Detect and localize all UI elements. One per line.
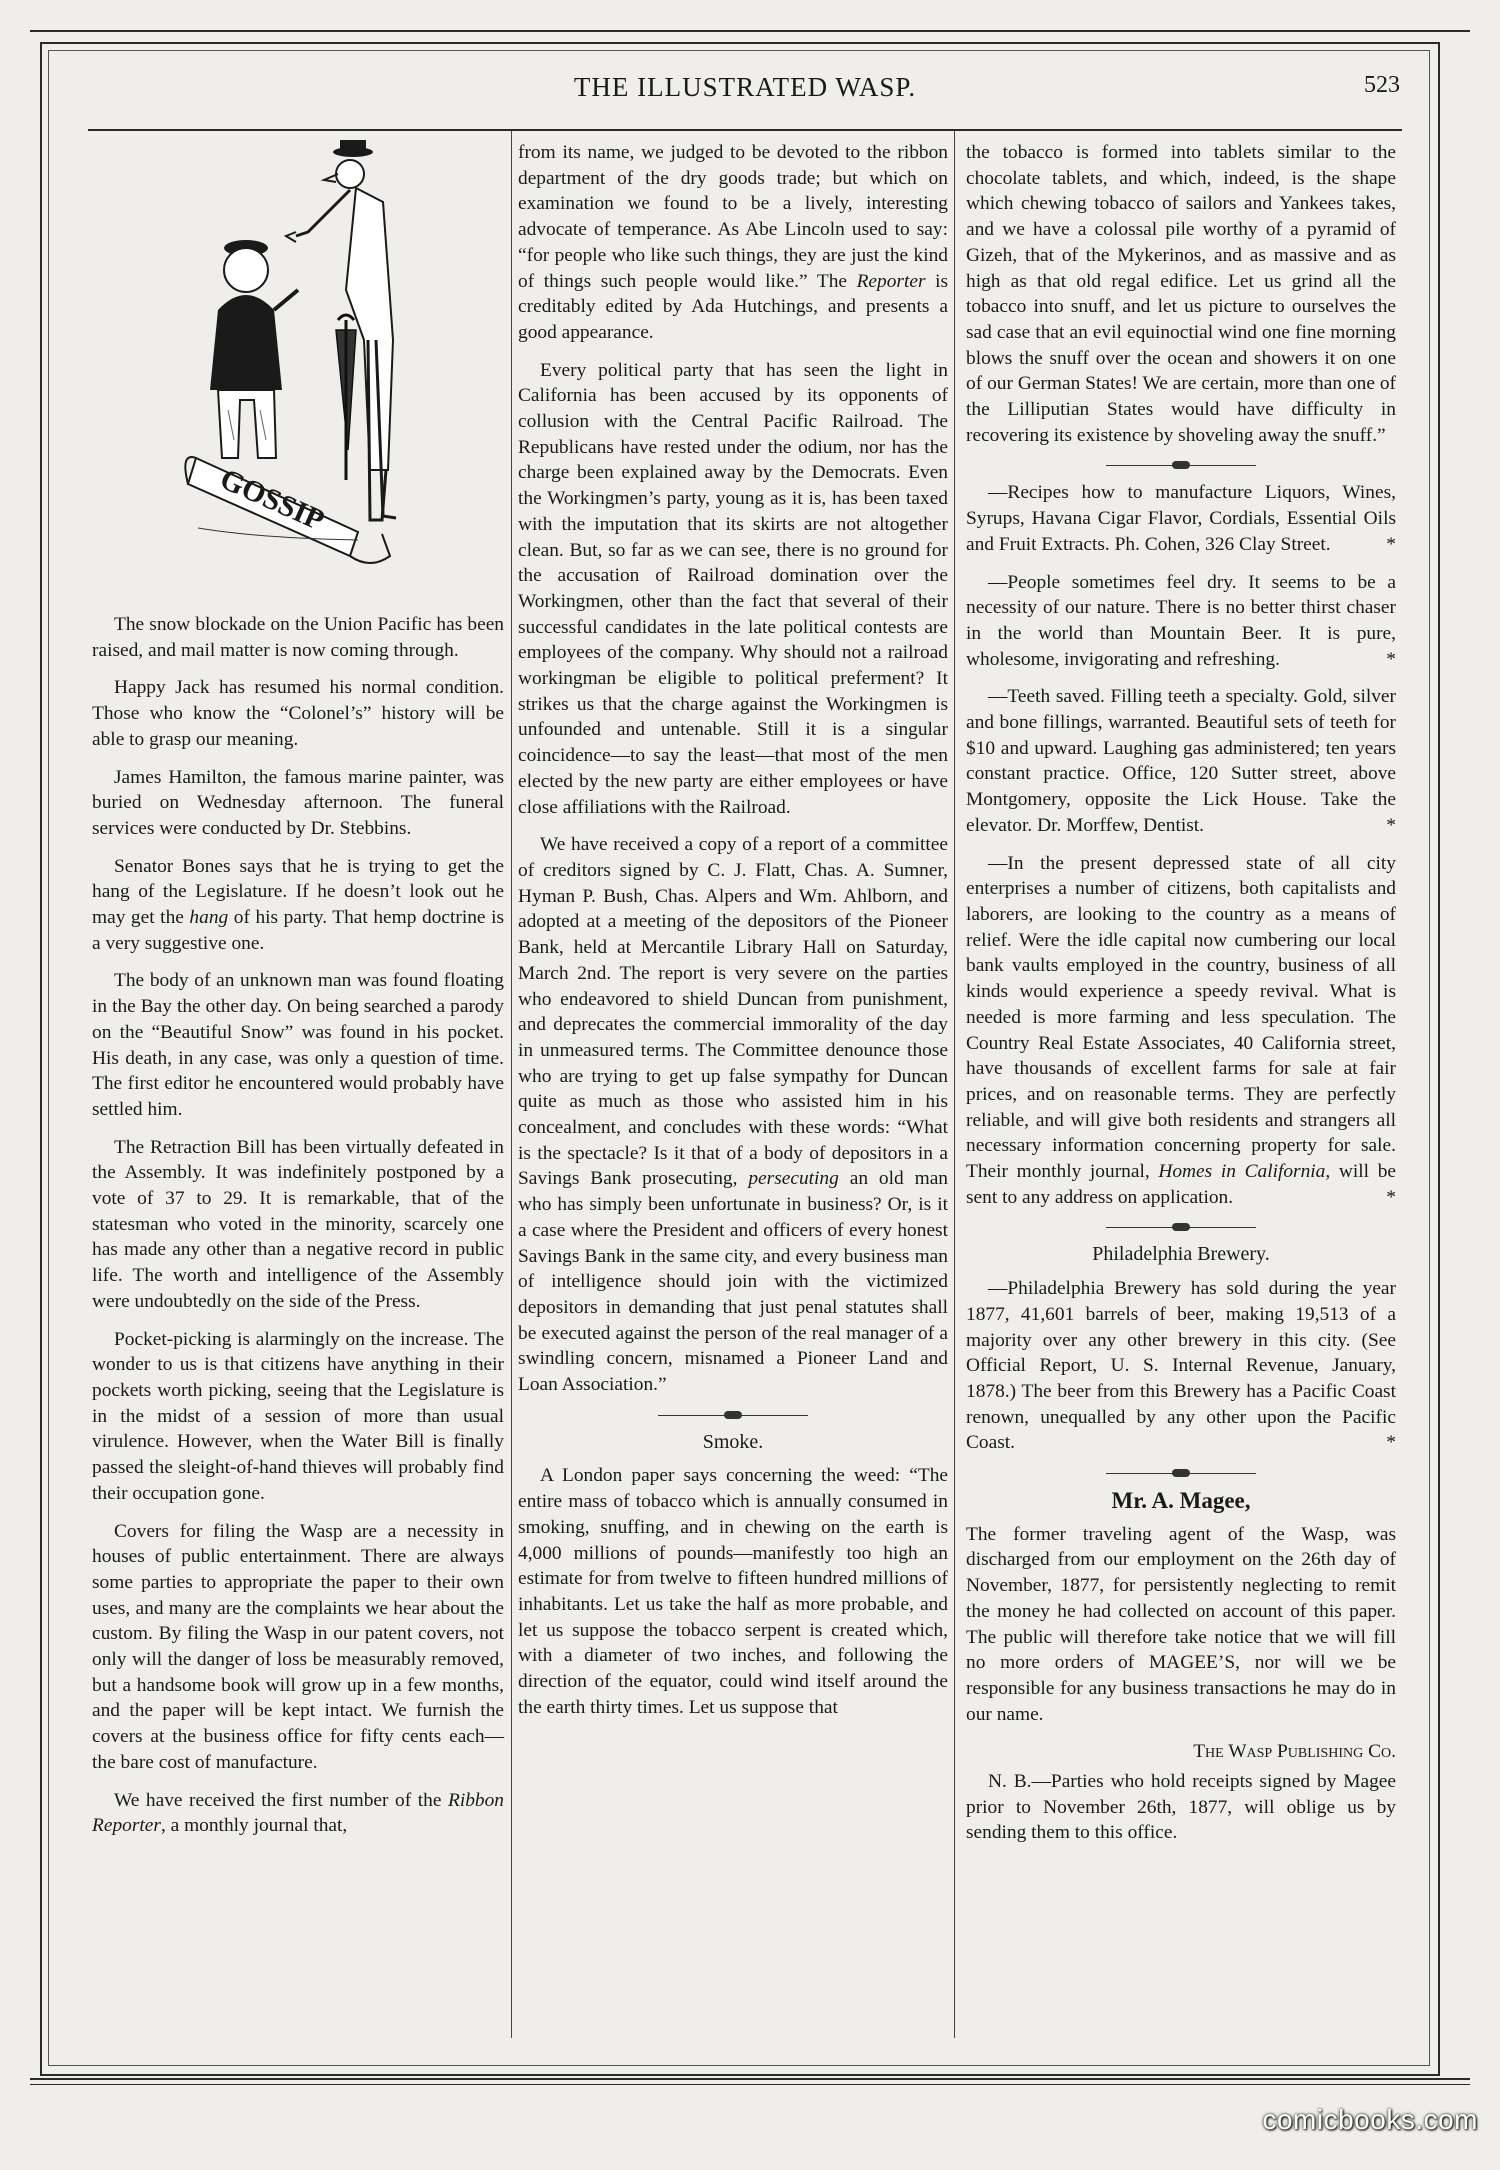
- col3-magee-notice: The former traveling agent of the Wasp, was discharged from our employment on the 26th day of November, 1877, for persistently neglecting to remit the money he had collected on account of this paper. The public will therefore take notice that we will fill no more orders of MAGEE’S, nor will we be responsible for any business transactions he may do in our name.: [966, 1523, 1396, 1725]
- col1-para-4-italic: hang: [189, 907, 229, 929]
- col1-para-3: James Hamilton, the famous marine painter, was buried on Wednesday afternoon. The funeral services were conducted by Dr. Stebbins.: [92, 766, 504, 839]
- col1-para-9-italic: Ribbon Reporter: [92, 1789, 504, 1837]
- ad-star: *: [1386, 648, 1396, 670]
- col1-para-7: Pocket-picking is alarmingly on the increase. The wonder to us is that citizens have anything in their pockets worth picking, seeing that the Legislature is in the midst of a session of more than usual virulence. However, when the Water Bill is finally passed the sleight-of-hand thieves will probably find their occupation gone.: [92, 1328, 504, 1504]
- col3-para-1: the tobacco is formed into tablets similar to the chocolate tablets, and which, indeed, is the shape which chewing tobacco of sailors and Yankees takes, and we have a colossal pile worthy of a pyramid of Gizeh, that of the Mykerinos, and as massive and as high as that old regal edifice. Let us grind all the tobacco into snuff, and let us picture to ourselves the sad case that an evil equinoctial wind one fine morning blows the snuff over the ocean and showers it on one of our German States! We are certain, more than one of the Lilliputian States would have difficulty in recovering its existence by shoveling away the snuff.”: [966, 142, 1396, 446]
- section-divider-ornament: [1106, 1468, 1256, 1478]
- column-separator-1: [511, 131, 512, 2038]
- section-divider-ornament: [1106, 1222, 1256, 1232]
- gossip-banner-label: GOSSIP: [215, 462, 330, 538]
- col3-ad-real-estate-a: —In the present depressed state of all city enterprises a number of citizens, both capitalists and laborers, are looking to the country as a means of relief. Were the idle capital now cumbering our local bank vaults employed in the country, business of all kinds would experience a speedy revival. What is needed is more farming and less speculation. The Country Real Estate Associates, 40 California street, have thousands of excellent farms for sale at fair prices, and on reasonable terms. They are perfectly reliable, and will give both residents and strangers all necessary information concerning property for sale. Their monthly journal,: [966, 852, 1396, 1183]
- col1-para-2: Happy Jack has resumed his normal condition. Those who know the “Colonel’s” history will be able to grasp our meaning.: [92, 677, 504, 750]
- smoke-heading: Smoke.: [702, 1430, 764, 1453]
- col2-para-2: Every political party that has seen the light in California has been accused by its opponents of collusion with the Central Pacific Railroad. The Republicans have rested under the odium, nor has the charge been explained away by the Democrats. Even the Workingmen’s party, young as it is, has been taxed with the imputation that its skirts are not altogether clean. But, so far as we can see, there is no ground for the accusation of Railroad domination over the Workingmen, other than the fact that several of their successful candidates in the late political contests are employees of the company. Why should not a railroad workingman be eligible to political preferment? It strikes us that the charge against the Workingmen is unfounded and untenable. Still it is a singular coincidence—to say the least—that most of the men elected by the new party are either employees or have close affiliations with the Railroad.: [518, 359, 948, 818]
- col1-para-8: Covers for filing the Wasp are a necessity in houses of public entertainment. There are always some parties to appropriate the paper to their own uses, and many are the complaints we hear about the custom. By filing the Wasp in our patent covers, not only will the danger of loss be measurably removed, but a handsome book will grow up in a few months, and the paper will be kept intact. We furnish the covers at the business office for fifty cents each—the bare cost of manufacture.: [92, 1520, 504, 1773]
- col2-para-1a: from its name, we judged to be devoted to the ribbon department of the dry goods trade; but which on examination we found to be a lively, interesting advocate of temperance. As Abe Lincoln used to say: “for people who like such things, they are just the kind of things such people would like.” The: [518, 142, 948, 292]
- col1-para-5: The body of an unknown man was found floating in the Bay the other day. On being searched a parody on the “Beautiful Snow” was found in his pocket. His death, in any case, was only a question of time. The first editor he encountered would probably have settled him.: [92, 970, 504, 1120]
- col1-para-9: [92, 1788, 504, 1839]
- bottom-border-rule: [30, 2078, 1470, 2080]
- magee-heading: Mr. A. Magee,: [1111, 1488, 1251, 1514]
- col1-para-6: The Retraction Bill has been virtually defeated in the Assembly. It was indefinitely postponed by a vote of 37 to 29. It is remarkable, that of the statesman who voted in the minority, scarcely one has made any other than a negative record in public life. The worth and intelligence of the Assembly were undoubtedly on the side of the Press.: [92, 1136, 504, 1312]
- col3-ad-mountain-beer-text: —People sometimes feel dry. It seems to be a necessity of our nature. There is no better thirst chaser in the world than Mountain Beer. It is pure, wholesome, invigorating and refreshing.: [966, 571, 1396, 670]
- top-border-rule: [30, 30, 1470, 32]
- col3-nb-note: N. B.—Parties who hold receipts signed by Magee prior to November 26th, 1877, will oblige us by sending them to this office.: [966, 1771, 1396, 1844]
- column-1: [92, 140, 504, 1851]
- ad-star: *: [1386, 533, 1396, 555]
- brewery-heading: Philadelphia Brewery.: [1092, 1243, 1270, 1266]
- ad-star: *: [1386, 814, 1396, 836]
- watermark-text: comicbooks.com: [1262, 2104, 1478, 2135]
- section-divider-ornament: [658, 1410, 808, 1420]
- column-separator-2: [954, 131, 955, 2038]
- col3-ad-liquors: [966, 480, 1396, 557]
- column-2: [518, 140, 948, 1732]
- col2-para-3-italic: persecuting: [748, 1168, 839, 1190]
- magazine-title: THE ILLUSTRATED WASP.: [573, 72, 917, 102]
- col2-para-3c: an old man who has simply been unfortunate in business? Or, is it a case where the President and officers of every honest Savings Bank in the same city, and every business man of intelligence should join with the victimized depositors in demanding that just penal statutes shall be executed against the person of the real manager of a swindling concern, misnamed a Pioneer Land and Loan Association.”: [518, 1168, 948, 1396]
- col2-para-3a: We have received a copy of a report of a committee of creditors signed by C. J. Flatt, Chas. A. Sumner, Hyman P. Bush, Chas. Alpers and Wm. Ahlborn, and adopted at a meeting of the depositors of the Pioneer Bank, held at Mercantile Library Hall on Saturday, March 2nd. The report is very severe on the parties who endeavored to shield Duncan from punishment, and deprecates the commercial immorality of the day in unmeasured terms. The Committee denounce those who are trying to get up false sympathy for Duncan quite as much as those who assisted him in his concealment, and concludes with these words: “What is the spectacle? Is it that of a body of depositors in a Savings Bank prosecuting,: [518, 834, 948, 1190]
- col3-ad-real-estate-c: , will be sent to any address on application.: [966, 1161, 1396, 1208]
- col1-para-4: [92, 854, 504, 957]
- col1-para-4c: of his party. That hemp doctrine is a very suggestive one.: [92, 907, 504, 954]
- gossip-cartoon-illustration: [178, 140, 418, 606]
- col2-para-3: [518, 832, 948, 1397]
- col2-para-4: A London paper says concerning the weed: “The entire mass of tobacco which is annually consumed in smoking, snuffing, and in chewing on the earth is 4,000 millions of pounds—manifestly too high an estimate for from twelve to fifteen hundred millions of inhabitants. Let us take the half as more probable, and let us suppose the tobacco serpent is created which, with a diameter of two inches, and following the direction of the equator, could wind itself around the the earth thirty times. Let us suppose that: [518, 1465, 948, 1718]
- col1-para-1: The snow blockade on the Union Pacific has been raised, and mail matter is now coming through.: [92, 614, 504, 661]
- col1-para-9a: We have received the first number of the: [114, 1789, 448, 1811]
- col3-ad-mountain-beer: [966, 570, 1396, 673]
- col3-brewery-text: [966, 1276, 1396, 1456]
- page-number: 523: [1364, 72, 1400, 98]
- publisher-signature: The Wasp Publishing Co.: [1193, 1741, 1396, 1763]
- column-3: [966, 140, 1396, 1858]
- ad-star: *: [1386, 1432, 1396, 1454]
- page-header: [90, 72, 1400, 112]
- col3-ad-real-estate: [966, 851, 1396, 1211]
- ad-star: *: [1386, 1186, 1396, 1208]
- col3-brewery-body: —Philadelphia Brewery has sold during the year 1877, 41,601 barrels of beer, making 19,513 of a majority over any other brewery in this city. (See Official Report, U. S. Internal Revenue, January, 1878.) The beer from this Brewery has a Pacific Coast renown, unequalled by any other upon the Pacific Coast.: [966, 1278, 1396, 1454]
- col1-para-9c: , a monthly journal that,: [160, 1815, 348, 1837]
- col2-para-1: [518, 140, 948, 346]
- col3-ad-dentist-text: —Teeth saved. Filling teeth a specialty. Gold, silver and bone fillings, warranted. Beautiful sets of teeth for $10 and upward. Laughing gas administered; ten years constant practice. Office, 120 Sutter street, above Montgomery, opposite the Lick House. Take the elevator. Dr. Morffew, Dentist.: [966, 686, 1396, 836]
- section-divider-ornament: [1106, 460, 1256, 470]
- col2-para-1c: is creditably edited by Ada Hutchings, and presents a good appearance.: [518, 270, 948, 343]
- col1-para-4a: Senator Bones says that he is trying to get the hang of the Legislature. If he doesn’t look out he may get the: [92, 855, 504, 929]
- col3-ad-liquors-text: —Recipes how to manufacture Liquors, Wines, Syrups, Havana Cigar Flavor, Cordials, Essential Oils and Fruit Extracts. Ph. Cohen, 326 Clay Street.: [966, 482, 1396, 555]
- col3-ad-dentist: [966, 684, 1396, 838]
- header-rule: [88, 129, 1402, 131]
- col3-ad-real-estate-italic: Homes in California: [1158, 1161, 1326, 1183]
- col2-para-1-italic: Reporter: [856, 270, 926, 292]
- bottom-border-rule-thin: [30, 2084, 1470, 2085]
